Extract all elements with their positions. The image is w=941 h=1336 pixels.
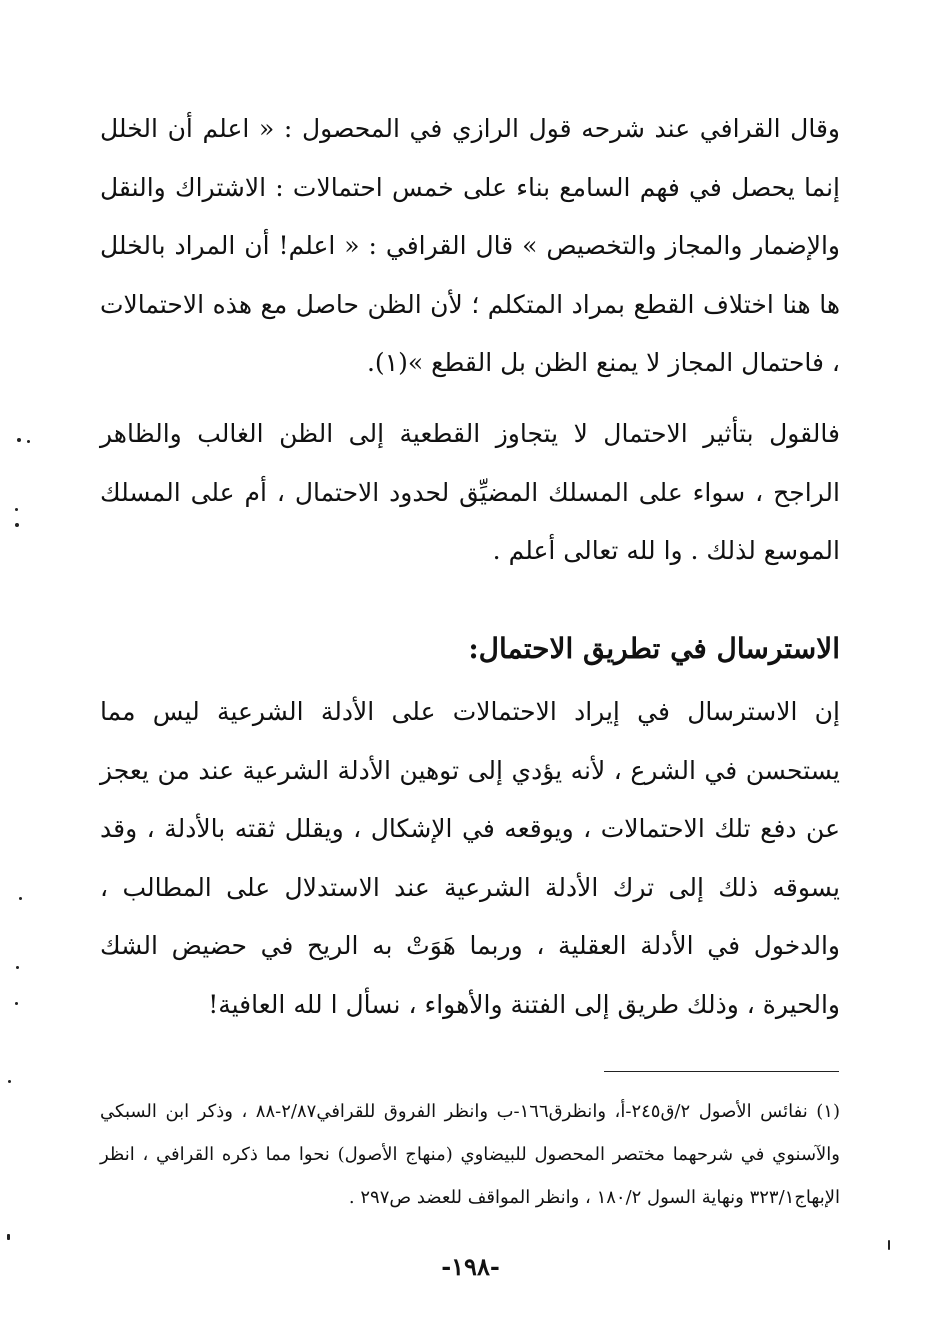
scan-speck: [7, 1234, 10, 1240]
scan-speck: [15, 508, 18, 511]
scan-speck: [16, 966, 19, 969]
page-number: -١٩٨-: [441, 1252, 500, 1281]
section-paragraph: إن الاسترسال في إيراد الاحتمالات على الأدلة الشرعية ليس مما يستحسن في الشرع ، لأنه يؤدي إلى توهين الأدلة الشرعية عند من يعجز عن دفع تلك الاحتمالات ، ويوقعه في الإشكال ، ويقلل ثقته بالأدلة ، وقد يسوقه ذلك إلى ترك الأدلة الشرعية عند الاستدلال على المطالب ، والدخول في الأدلة العقلية ، وربما هَوَتْ به الريح في حضيض الشك والحيرة ، وذلك طريق إلى الفتنة والأهواء ، نسأل ا لله العافية!: [100, 697, 840, 1019]
scan-speck: [888, 1240, 890, 1250]
scan-speck: [15, 1002, 18, 1005]
scan-speck: [8, 1080, 11, 1083]
footnote-separator: [604, 1071, 839, 1072]
section-heading: الاسترسال في تطريق الاحتمال:: [468, 632, 840, 665]
scan-speck: [27, 440, 30, 443]
paragraph-qarafi-quote: وقال القرافي عند شرحه قول الرازي في المحصول : « اعلم أن الخلل إنما يحصل في فهم السامع بناء على خمس احتمالات : الاشتراك والنقل والإضمار والمجاز والتخصيص » قال القرافي : « اعلم! أن المراد بالخلل ها هنا اختلاف القطع بمراد المتكلم ؛ لأن الظن حاصل مع هذه الاحتمالات ، فاحتمال المجاز لا يمنع الظن بل القطع »(١).: [100, 114, 840, 377]
scan-speck: [17, 438, 21, 442]
paragraph-conclusion: فالقول بتأثير الاحتمال لا يتجاوز القطعية إلى الظن الغالب والظاهر الراجح ، سواء على المسلك المضيِّق لحدود الاحتمال ، أم على المسلك الموسع لذلك . وا لله تعالى أعلم .: [100, 419, 840, 565]
footnote: (١) نفائس الأصول ٢/ق٢٤٥-أ، وانظرق١٦٦-ب وانظر الفروق للقرافي٢/٨٧-٨٨ ، وذكر ابن السبكي والآسنوي في شرحهما مختصر المحصول للبيضاوي (منهاج الأصول) نحوا مما ذكره القرافي ، انظر الإبهاج٣٢٣/١ ونهاية السول ١٨٠/٢ ، وانظر المواقف للعضد ص٢٩٧ .: [100, 1101, 840, 1208]
scan-speck: [19, 897, 22, 900]
scan-speck: [15, 523, 19, 527]
